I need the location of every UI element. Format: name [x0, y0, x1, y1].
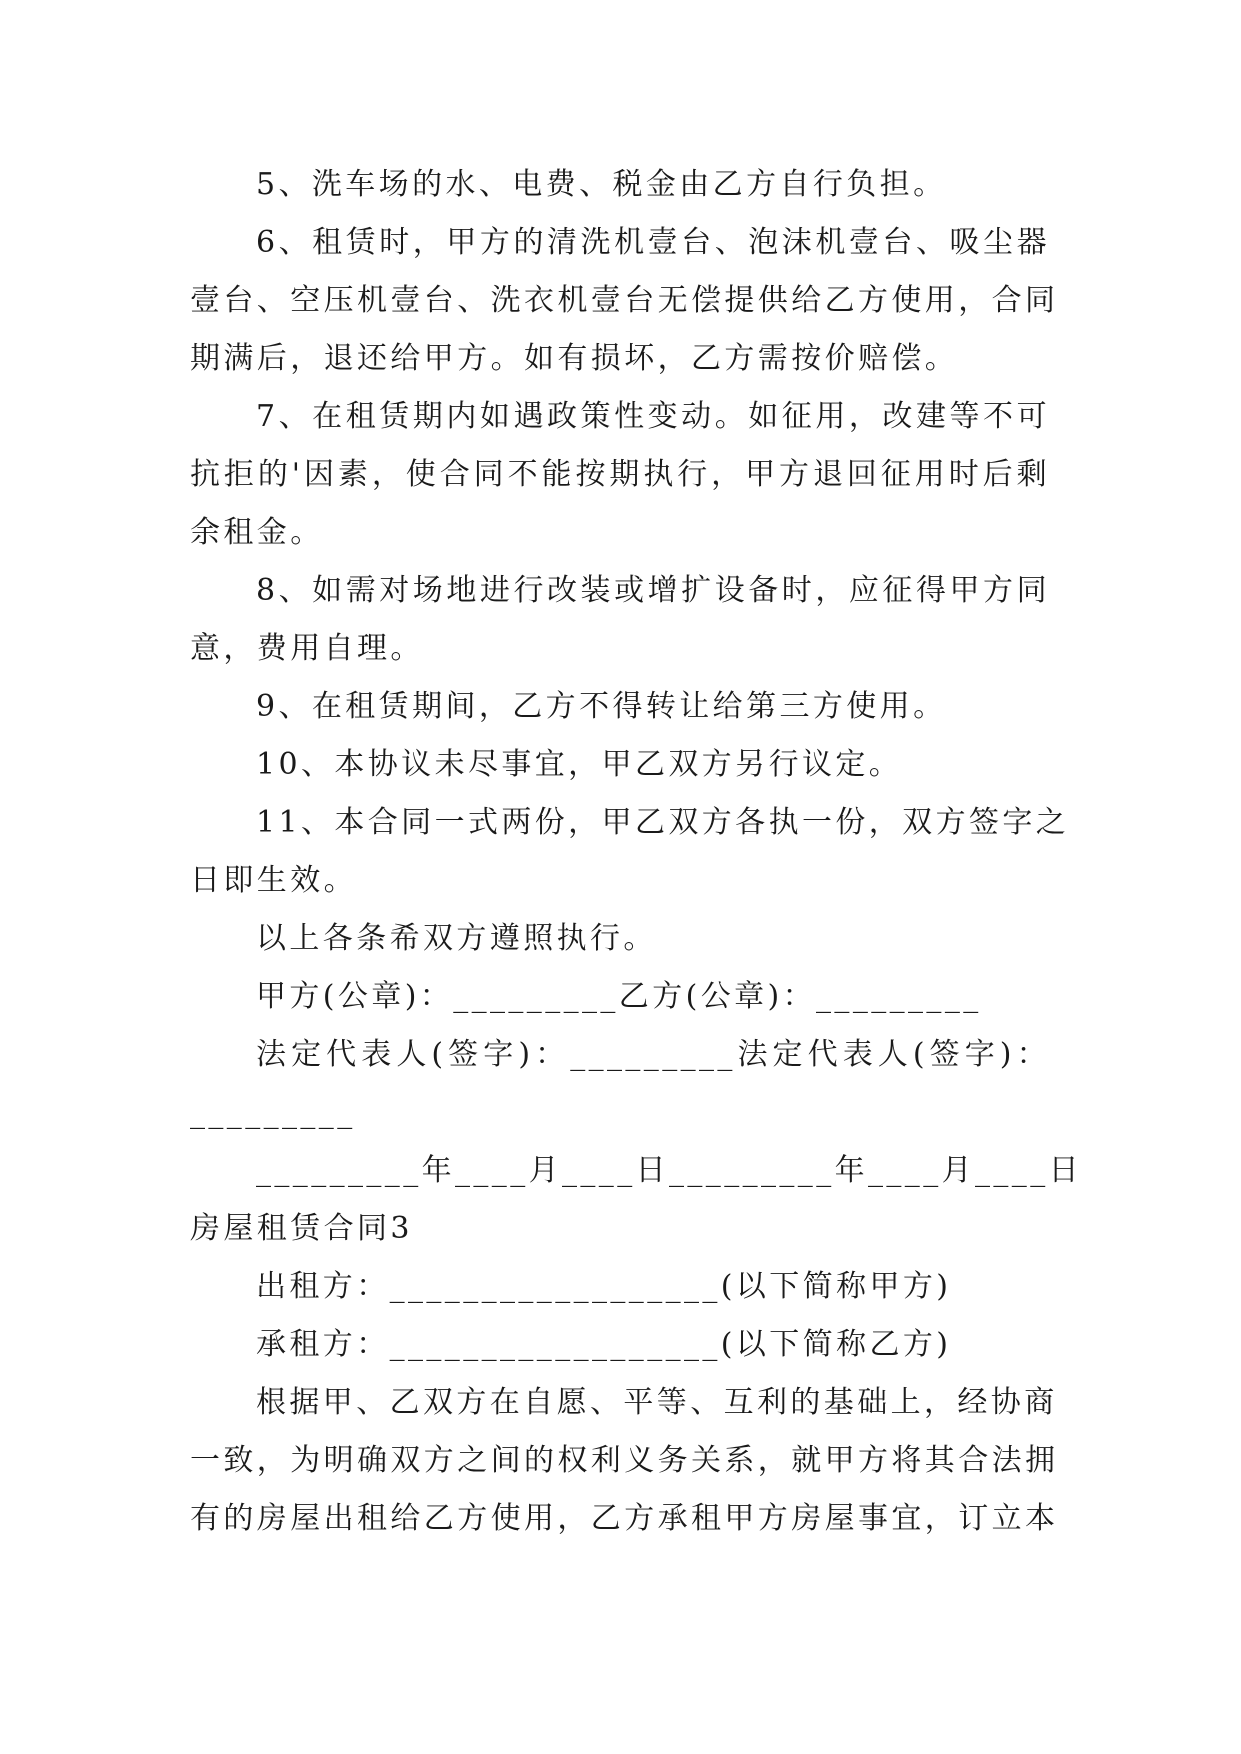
closing-statement: 以上各条希双方遵照执行。 — [256, 921, 657, 956]
clause-7-line-1: 7、在租赁期内如遇政策性变动。如征用，改建等不可 — [256, 399, 1050, 434]
clause-6-line-1: 6、租赁时，甲方的清洗机壹台、泡沫机壹台、吸尘器 — [256, 225, 1050, 260]
legal-rep-signature-line: 法定代表人(签字)：_________法定代表人(签字)： — [256, 1037, 1050, 1072]
preamble-line-1: 根据甲、乙双方在自愿、平等、互利的基础上，经协商 — [256, 1385, 1058, 1420]
clause-9: 9、在租赁期间，乙方不得转让给第三方使用。 — [256, 689, 947, 724]
lessee-line: 承租方：__________________(以下简称乙方) — [256, 1327, 952, 1362]
clause-10: 10、本协议未尽事宜，甲乙双方另行议定。 — [256, 747, 903, 782]
clause-7-line-3: 余租金。 — [190, 515, 324, 550]
clause-6-line-2: 壹台、空压机壹台、洗衣机壹台无偿提供给乙方使用，合同 — [190, 283, 1059, 318]
clause-7-line-2: 抗拒的'因素，使合同不能按期执行，甲方退回征用时后剩 — [190, 457, 1050, 492]
date-line: _________年____月____日_________年____月____日 — [256, 1153, 1082, 1188]
legal-rep-signature-blank: _________ — [190, 1095, 356, 1130]
clause-8-line-2: 意，费用自理。 — [190, 631, 424, 666]
lessor-line: 出租方：__________________(以下简称甲方) — [256, 1269, 952, 1304]
preamble-line-3: 有的房屋出租给乙方使用，乙方承租甲方房屋事宜，订立本 — [190, 1501, 1059, 1536]
contract-heading: 房屋租赁合同3 — [190, 1211, 413, 1246]
clause-6-line-3: 期满后，退还给甲方。如有损坏，乙方需按价赔偿。 — [190, 341, 959, 376]
party-seal-line: 甲方(公章)：_________乙方(公章)：_________ — [256, 979, 982, 1014]
clause-8-line-1: 8、如需对场地进行改装或增扩设备时，应征得甲方同 — [256, 573, 1050, 608]
clause-5: 5、洗车场的水、电费、税金由乙方自行负担。 — [256, 167, 947, 202]
preamble-line-2: 一致，为明确双方之间的权利义务关系，就甲方将其合法拥 — [190, 1443, 1059, 1478]
clause-11-line-1: 11、本合同一式两份，甲乙双方各执一份，双方签字之 — [256, 805, 1070, 840]
clause-11-line-2: 日即生效。 — [190, 863, 357, 898]
